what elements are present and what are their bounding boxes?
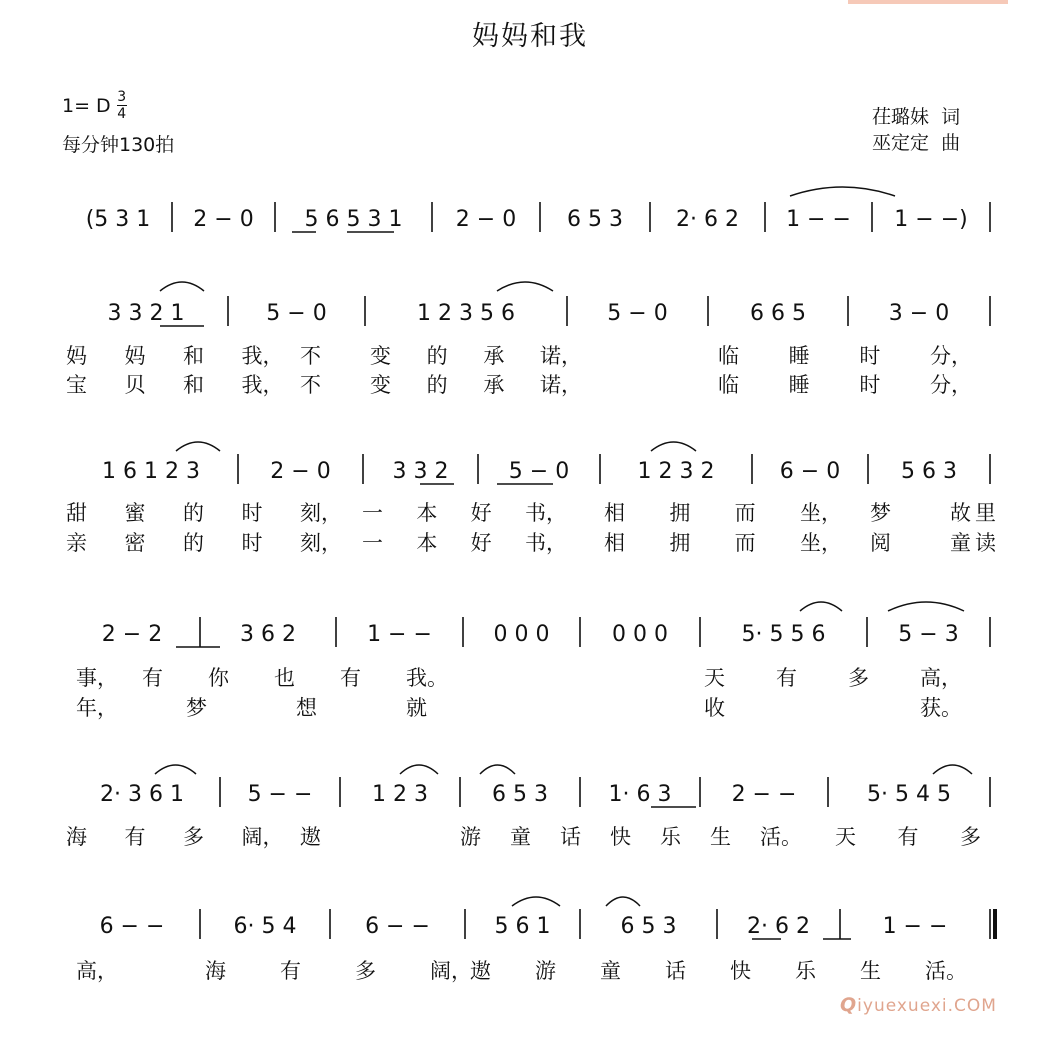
lyric-syllable: 分，: [930, 373, 972, 397]
lyric-syllable: 时: [859, 373, 881, 397]
lyric-syllable: 一: [362, 501, 383, 525]
lyric-syllable: 事，: [76, 666, 118, 690]
slur: [606, 897, 640, 906]
measure-notation: 6 5 3: [567, 207, 623, 232]
measure-notation: 2 − 2: [101, 622, 163, 647]
slur: [497, 282, 553, 291]
measure-notation: 2 − 0: [193, 207, 254, 232]
measure-notation: 6· 5 4: [233, 914, 297, 939]
measure-notation: 2 − 0: [270, 459, 331, 484]
measure-notation: 2· 6 2: [676, 207, 739, 232]
measure-notation: 1 − −: [882, 914, 948, 939]
lyric-syllable: 海: [66, 825, 87, 849]
measure-notation: 2· 3 6 1: [100, 782, 184, 807]
slur: [933, 765, 972, 774]
lyric-syllable: 临: [718, 373, 739, 397]
lyric-syllable: 相: [604, 501, 625, 525]
measure-notation: 6 6 5: [750, 301, 806, 326]
lyric-syllable: 快: [610, 825, 631, 849]
lyric-syllable: 甜: [66, 501, 87, 525]
lyric-syllable: 不: [300, 373, 321, 397]
lyric-syllable: 梦: [870, 501, 891, 525]
lyric-syllable: 而: [734, 531, 756, 555]
score-system: [86, 202, 990, 232]
score-system: [66, 777, 990, 850]
lyric-syllable: 我，: [241, 373, 284, 397]
measure-notation: 5 6 3: [901, 459, 957, 484]
lyric-syllable: 妈: [66, 344, 87, 368]
lyric-syllable: 收: [704, 696, 725, 720]
lyric-syllable: 的: [183, 501, 204, 525]
measure-notation: 3 − 0: [888, 301, 950, 326]
lyric-syllable: 拥: [669, 501, 691, 525]
lyric-syllable: 变: [370, 344, 391, 368]
lyric-syllable: 天: [835, 825, 856, 849]
slur: [800, 602, 842, 611]
slur: [155, 765, 196, 774]
measure-notation: 5 6 1: [494, 914, 551, 939]
lyric-syllable: 好: [470, 501, 492, 525]
measure-notation: 5 − −: [247, 782, 313, 807]
slur: [790, 187, 895, 196]
measure-notation: 6 − 0: [779, 459, 841, 484]
lyric-syllable: 获。: [920, 696, 962, 720]
lyric-syllable: 我，: [241, 344, 284, 368]
lyric-syllable: 有: [280, 959, 301, 983]
lyric-syllable: 想: [296, 696, 317, 720]
composer-credit: 巫定定 曲: [872, 132, 961, 154]
lyric-syllable: 时: [241, 501, 263, 525]
measure-notation: 6 − −: [99, 914, 165, 939]
lyric-syllable: 宝: [66, 373, 87, 397]
lyric-syllable: 临: [718, 344, 739, 368]
lyric-syllable: 时: [241, 531, 263, 555]
slur: [480, 765, 515, 774]
measure-notation: 3 3 2 1: [107, 301, 185, 326]
lyric-syllable: 年，: [76, 696, 118, 720]
lyric-syllable: 相: [604, 531, 625, 555]
song-title: 妈妈和我: [472, 21, 588, 52]
lyric-syllable: 不: [300, 344, 321, 368]
key-label: 1= D: [62, 94, 111, 117]
lyric-syllable: 有: [897, 825, 919, 849]
lyric-syllable: 睡: [788, 344, 810, 368]
lyric-syllable: 里: [975, 501, 996, 525]
measure-notation: 3 3 2: [392, 459, 449, 484]
lyric-syllable: 乐: [660, 825, 681, 849]
lyric-syllable: 好: [470, 531, 492, 555]
lyric-syllable: 诺，: [540, 373, 582, 397]
measure-notation: 6 5 3: [492, 782, 548, 807]
score-system: [76, 617, 990, 721]
measure-notation: 2 − 0: [455, 207, 517, 232]
lyric-syllable: 睡: [788, 373, 810, 397]
lyric-syllable: 高，: [76, 959, 118, 983]
measure-notation: 1 2 3: [372, 782, 428, 807]
lyric-syllable: 拥: [669, 531, 691, 555]
lyric-syllable: 有: [340, 666, 361, 690]
lyric-syllable: 承: [483, 344, 505, 368]
lyric-syllable: 多: [848, 666, 869, 690]
lyric-syllable: 我。: [406, 666, 448, 690]
lyric-syllable: 活。: [760, 825, 802, 849]
slur: [888, 602, 964, 611]
lyric-syllable: 生: [860, 959, 881, 983]
lyric-syllable: 也: [274, 666, 295, 690]
measure-notation: 0 0 0: [493, 622, 550, 647]
lyric-syllable: 刻，: [300, 501, 342, 525]
lyric-syllable: 本: [416, 531, 438, 555]
lyric-syllable: 本: [416, 501, 438, 525]
lyric-syllable: 书，: [525, 531, 567, 555]
lyric-syllable: 阔，: [241, 825, 284, 849]
lyric-syllable: 话: [665, 959, 686, 983]
measure-notation: 5 6 5 3 1: [304, 207, 403, 232]
measure-notation: 6 5 3: [620, 914, 677, 939]
lyric-syllable: 有: [142, 666, 163, 690]
measure-notation: 2· 6 2: [747, 914, 810, 939]
lyric-syllable: 故: [950, 501, 971, 525]
lyric-syllable: 妈: [124, 344, 146, 368]
score-system: [66, 296, 990, 398]
measure-notation: 1 − −): [894, 207, 968, 232]
measure-notation: 1 − −: [367, 622, 432, 647]
lyricist-credit: 茌璐妹 词: [872, 106, 961, 128]
time-signature-top: 3: [117, 89, 127, 105]
lyric-syllable: 读: [975, 531, 996, 555]
lyric-syllable: 天: [704, 666, 725, 690]
lyric-syllable: 密: [124, 531, 146, 555]
lyric-syllable: 游: [535, 959, 556, 983]
measure-notation: 1 6 1 2 3: [102, 459, 200, 484]
measure-notation: 2 − −: [731, 782, 797, 807]
lyric-syllable: 的: [426, 344, 448, 368]
lyric-syllable: 贝: [124, 373, 146, 397]
lyric-syllable: 时: [859, 344, 881, 368]
tempo-marking: 每分钟130拍: [62, 134, 175, 156]
lyric-syllable: 和: [183, 373, 204, 397]
lyric-syllable: 遨: [470, 959, 491, 983]
measure-notation: 3 6 2: [240, 622, 296, 647]
measure-notation: 6 − −: [365, 914, 430, 939]
lyric-syllable: 遨: [300, 825, 321, 849]
measure-notation: 5 − 0: [508, 459, 570, 484]
lyric-syllable: 阔，: [430, 959, 472, 983]
lyric-syllable: 快: [730, 959, 751, 983]
score-system: [66, 454, 996, 556]
lyric-syllable: 变: [370, 373, 391, 397]
time-signature-bottom: 4: [117, 106, 127, 122]
measure-notation: 0 0 0: [612, 622, 668, 647]
lyric-syllable: 的: [183, 531, 204, 555]
slur: [400, 765, 438, 774]
lyric-syllable: 童: [600, 959, 621, 983]
slur: [512, 897, 560, 906]
lyric-syllable: 书，: [525, 501, 567, 525]
lyric-syllable: 童: [950, 531, 971, 555]
lyric-syllable: 的: [426, 373, 448, 397]
measure-notation: 5 − 3: [898, 622, 959, 647]
lyric-syllable: 多: [960, 825, 981, 849]
lyric-syllable: 活。: [925, 959, 967, 983]
lyric-syllable: 生: [710, 825, 731, 849]
lyric-syllable: 刻，: [300, 531, 342, 555]
lyric-syllable: 亲: [66, 531, 87, 555]
lyric-syllable: 有: [124, 825, 146, 849]
lyric-syllable: 你: [208, 666, 229, 690]
measure-notation: 5 − 0: [266, 301, 327, 326]
lyric-syllable: 一: [362, 531, 383, 555]
lyric-syllable: 蜜: [124, 501, 146, 525]
lyric-syllable: 多: [355, 959, 376, 983]
lyric-syllable: 童: [510, 825, 531, 849]
measure-notation: 1 − −: [786, 207, 851, 232]
lyric-syllable: 阅: [870, 531, 891, 555]
lyric-syllable: 梦: [186, 696, 207, 720]
measure-notation: (5 3 1: [85, 207, 151, 232]
measure-notation: 5· 5 4 5: [867, 782, 951, 807]
lyric-syllable: 承: [483, 373, 505, 397]
measure-notation: 1· 6 3: [608, 782, 672, 807]
lyric-syllable: 而: [734, 501, 756, 525]
measure-notation: 1 2 3 5 6: [417, 301, 515, 326]
site-watermark: Qiyuexuexi.COM: [840, 994, 997, 1016]
measure-notation: 1 2 3 2: [637, 459, 715, 484]
lyric-syllable: 有: [776, 666, 797, 690]
lyric-syllable: 话: [560, 825, 581, 849]
lyric-syllable: 海: [205, 959, 226, 983]
lyric-syllable: 分，: [930, 344, 972, 368]
measure-notation: 5· 5 5 6: [741, 622, 826, 647]
lyric-syllable: 高，: [920, 666, 962, 690]
lyric-syllable: 游: [460, 825, 481, 849]
lyric-syllable: 多: [183, 825, 204, 849]
lyric-syllable: 乐: [795, 959, 816, 983]
lyric-syllable: 就: [406, 696, 427, 720]
slur: [176, 442, 220, 451]
slur: [160, 282, 204, 291]
lyric-syllable: 坐，: [800, 531, 842, 555]
lyric-syllable: 诺，: [540, 344, 582, 368]
score-system: [76, 909, 995, 984]
measure-notation: 5 − 0: [607, 301, 668, 326]
lyric-syllable: 坐，: [800, 501, 842, 525]
lyric-syllable: 和: [183, 344, 204, 368]
slur: [651, 442, 696, 451]
